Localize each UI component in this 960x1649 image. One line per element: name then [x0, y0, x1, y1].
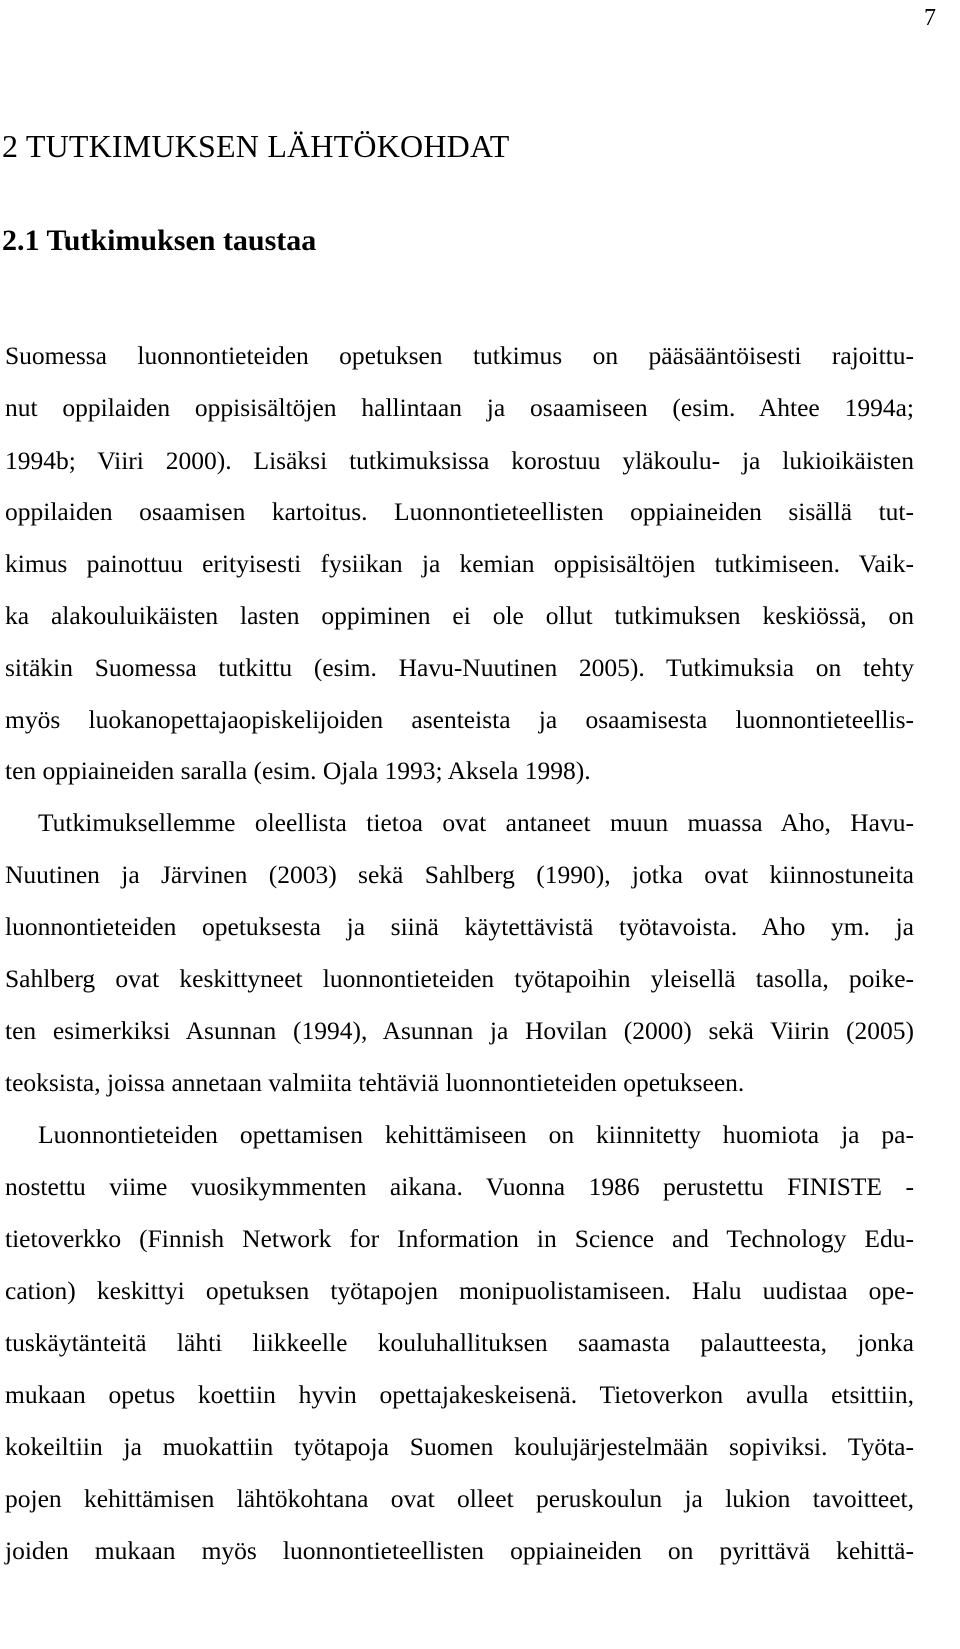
- paragraph-line: Sahlberg ovat keskittyneet luonnontieteiden työtapoihin yleisellä tasolla, poike-: [5, 964, 914, 993]
- paragraph-line: sitäkin Suomessa tutkittu (esim. Havu-Nuutinen 2005). Tutkimuksia on tehty: [5, 653, 914, 682]
- paragraph-line: Tutkimuksellemme oleellista tietoa ovat antaneet muun muassa Aho, Havu-: [38, 808, 914, 837]
- paragraph-line: cation) keskittyi opetuksen työtapojen monipuolistamiseen. Halu uudistaa ope-: [5, 1276, 914, 1305]
- paragraph-line: 1994b; Viiri 2000). Lisäksi tutkimuksissa korostuu yläkoulu- ja lukioikäisten: [5, 446, 914, 475]
- paragraph-line: kokeiltiin ja muokattiin työtapoja Suomen koulujärjestelmään sopiviksi. Työta-: [5, 1432, 914, 1461]
- paragraph-line: ten oppiaineiden saralla (esim. Ojala 1993; Aksela 1998).: [5, 756, 591, 785]
- paragraph-line: tietoverkko (Finnish Network for Information in Science and Technology Edu-: [5, 1224, 914, 1253]
- paragraph-line: myös luokanopettajaopiskelijoiden asenteista ja osaamisesta luonnontieteellis-: [5, 705, 914, 734]
- paragraph-line: Suomessa luonnontieteiden opetuksen tutkimus on pääsääntöisesti rajoittu-: [5, 341, 914, 370]
- paragraph-line: ten esimerkiksi Asunnan (1994), Asunnan ja Hovilan (2000) sekä Viirin (2005): [5, 1016, 914, 1045]
- paragraph-line: tuskäytänteitä lähti liikkeelle kouluhallituksen saamasta palautteesta, jonka: [5, 1328, 914, 1357]
- paragraph-line: joiden mukaan myös luonnontieteellisten oppiaineiden on pyrittävä kehittä-: [5, 1536, 914, 1565]
- paragraph-line: nut oppilaiden oppisisältöjen hallintaan ja osaamiseen (esim. Ahtee 1994a;: [5, 393, 914, 422]
- paragraph-line: pojen kehittämisen lähtökohtana ovat olleet peruskoulun ja lukion tavoitteet,: [5, 1484, 914, 1513]
- section-heading: 2.1 Tutkimuksen taustaa: [2, 224, 317, 257]
- page-number: 7: [924, 5, 936, 31]
- paragraph-line: mukaan opetus koettiin hyvin opettajakeskeisenä. Tietoverkon avulla etsittiin,: [5, 1380, 914, 1409]
- paragraph-line: Luonnontieteiden opettamisen kehittämiseen on kiinnitetty huomiota ja pa-: [38, 1120, 914, 1149]
- chapter-heading: 2 TUTKIMUKSEN LÄHTÖKOHDAT: [2, 128, 510, 164]
- paragraph-line: Nuutinen ja Järvinen (2003) sekä Sahlberg (1990), jotka ovat kiinnostuneita: [5, 860, 914, 889]
- paragraph-line: oppilaiden osaamisen kartoitus. Luonnontieteellisten oppiaineiden sisällä tut-: [5, 497, 914, 526]
- paragraph-line: nostettu viime vuosikymmenten aikana. Vuonna 1986 perustettu FINISTE -: [5, 1172, 914, 1201]
- paragraph-line: kimus painottuu erityisesti fysiikan ja kemian oppisisältöjen tutkimiseen. Vaik-: [5, 549, 914, 578]
- paragraph-line: luonnontieteiden opetuksesta ja siinä käytettävistä työtavoista. Aho ym. ja: [5, 912, 914, 941]
- paragraph-line: teoksista, joissa annetaan valmiita tehtäviä luonnontieteiden opetukseen.: [5, 1068, 745, 1097]
- paragraph-line: ka alakouluikäisten lasten oppiminen ei ole ollut tutkimuksen keskiössä, on: [5, 601, 914, 630]
